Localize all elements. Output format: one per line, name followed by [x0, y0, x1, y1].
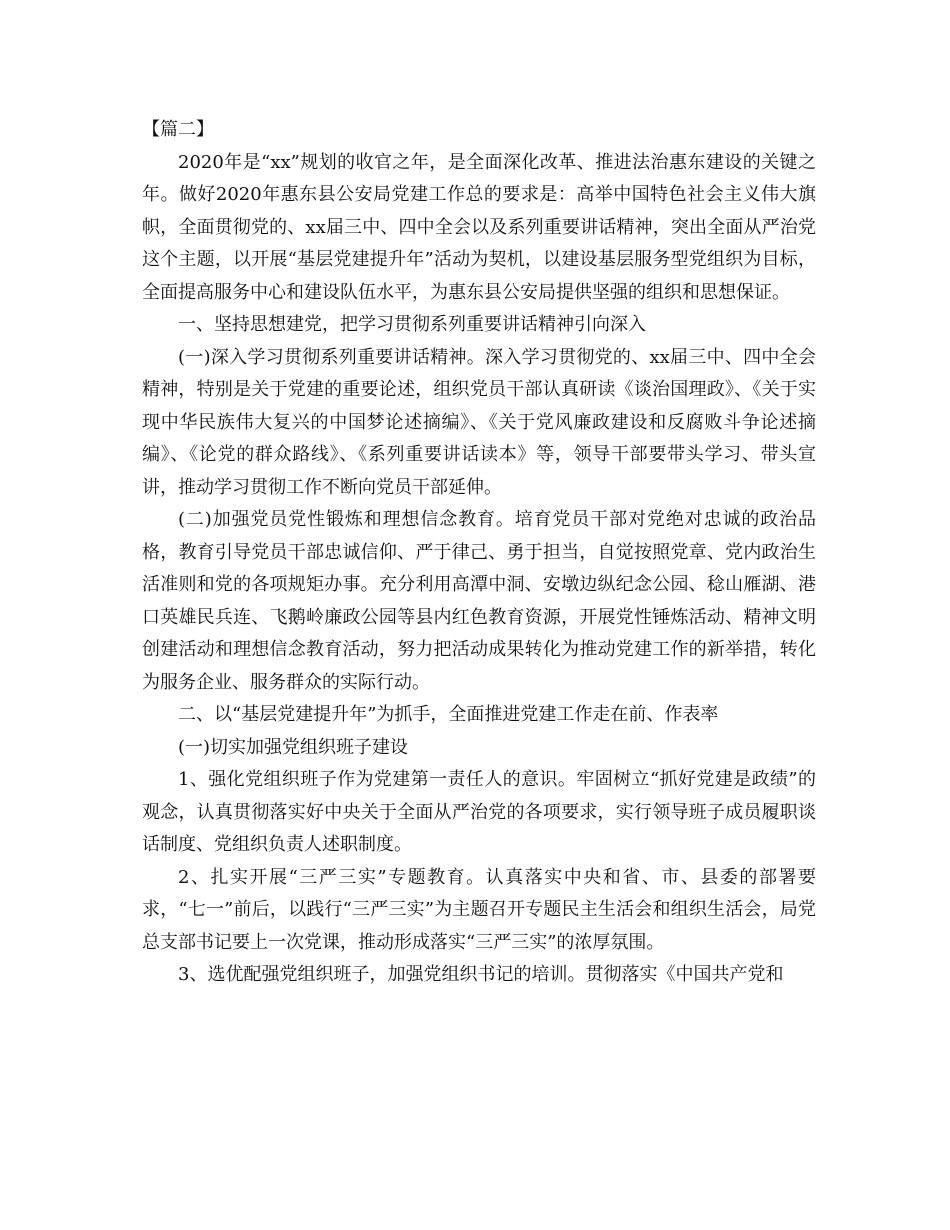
- section-heading: 【篇二】: [142, 119, 214, 140]
- paragraph-1-1: (一)深入学习贯彻系列重要讲话精神。深入学习贯彻党的、xx届三中、四中全会精神，特别是关于党建的重要论述，组织党员干部认真研读《谈治国理政》、《关于实现中华民族伟大复兴的中国梦论述摘编》、《关于党风廉政建设和反腐败斗争论述摘编》、《论党的群众路线》、《系列重要讲话读本》等，领导干部要带头学习、带头宣讲，推动学习贯彻工作不断向党员干部延伸。: [142, 346, 816, 498]
- paragraph-item-2: 2、扎实开展“三严三实”专题教育。认真落实中央和省、市、县委的部署要求，“七一”前后，以践行“三严三实”为主题召开专题民主生活会和组织生活会，局党总支部书记要上一次党课，推动形成落实“三严三实”的浓厚氛围。: [142, 866, 816, 953]
- heading-one: 一、坚持思想建党，把学习贯彻系列重要讲话精神引向深入: [178, 314, 646, 335]
- paragraph-1-2: (二)加强党员党性锻炼和理想信念教育。培育党员干部对党绝对忠诚的政治品格，教育引导党员干部忠诚信仰、严于律己、勇于担当，自觉按照党章、党内政治生活准则和党的各项规矩办事。充分利用高潭中洞、安墩边纵纪念公园、稔山雁湖、港口英雄民兵连、飞鹅岭廉政公园等县内红色教育资源，开展党性锤炼活动、精神文明创建活动和理想信念教育活动，努力把活动成果转化为推动党建工作的新举措，转化为服务企业、服务群众的实际行动。: [142, 509, 816, 693]
- paragraph-intro: 2020年是“xx”规划的收官之年，是全面深化改革、推进法治惠东建设的关键之年。做好2020年惠东县公安局党建工作总的要求是：高举中国特色社会主义伟大旗帜，全面贯彻党的、xx届三中、四中全会以及系列重要讲话精神，突出全面从严治党这个主题，以开展“基层党建提升年”活动为契机，以建设基层服务型党组织为目标，全面提高服务中心和建设队伍水平，为惠东县公安局提供坚强的组织和思想保证。: [142, 151, 816, 303]
- heading-two: 二、以“基层党建提升年”为抓手，全面推进党建工作走在前、作表率: [178, 704, 719, 725]
- paragraph-item-3: 3、选优配强党组织班子，加强党组织书记的培训。贯彻落实《中国共产党和: [178, 964, 784, 985]
- subheading-2-1: (一)切实加强党组织班子建设: [178, 736, 409, 758]
- document-body: [142, 114, 816, 992]
- paragraph-item-1: 1、强化党组织班子作为党建第一责任人的意识。牢固树立“抓好党建是政绩”的观念，认真贯彻落实好中央关于全面从严治党的各项要求，实行领导班子成员履职谈话制度、党组织负责人述职制度。: [142, 769, 816, 855]
